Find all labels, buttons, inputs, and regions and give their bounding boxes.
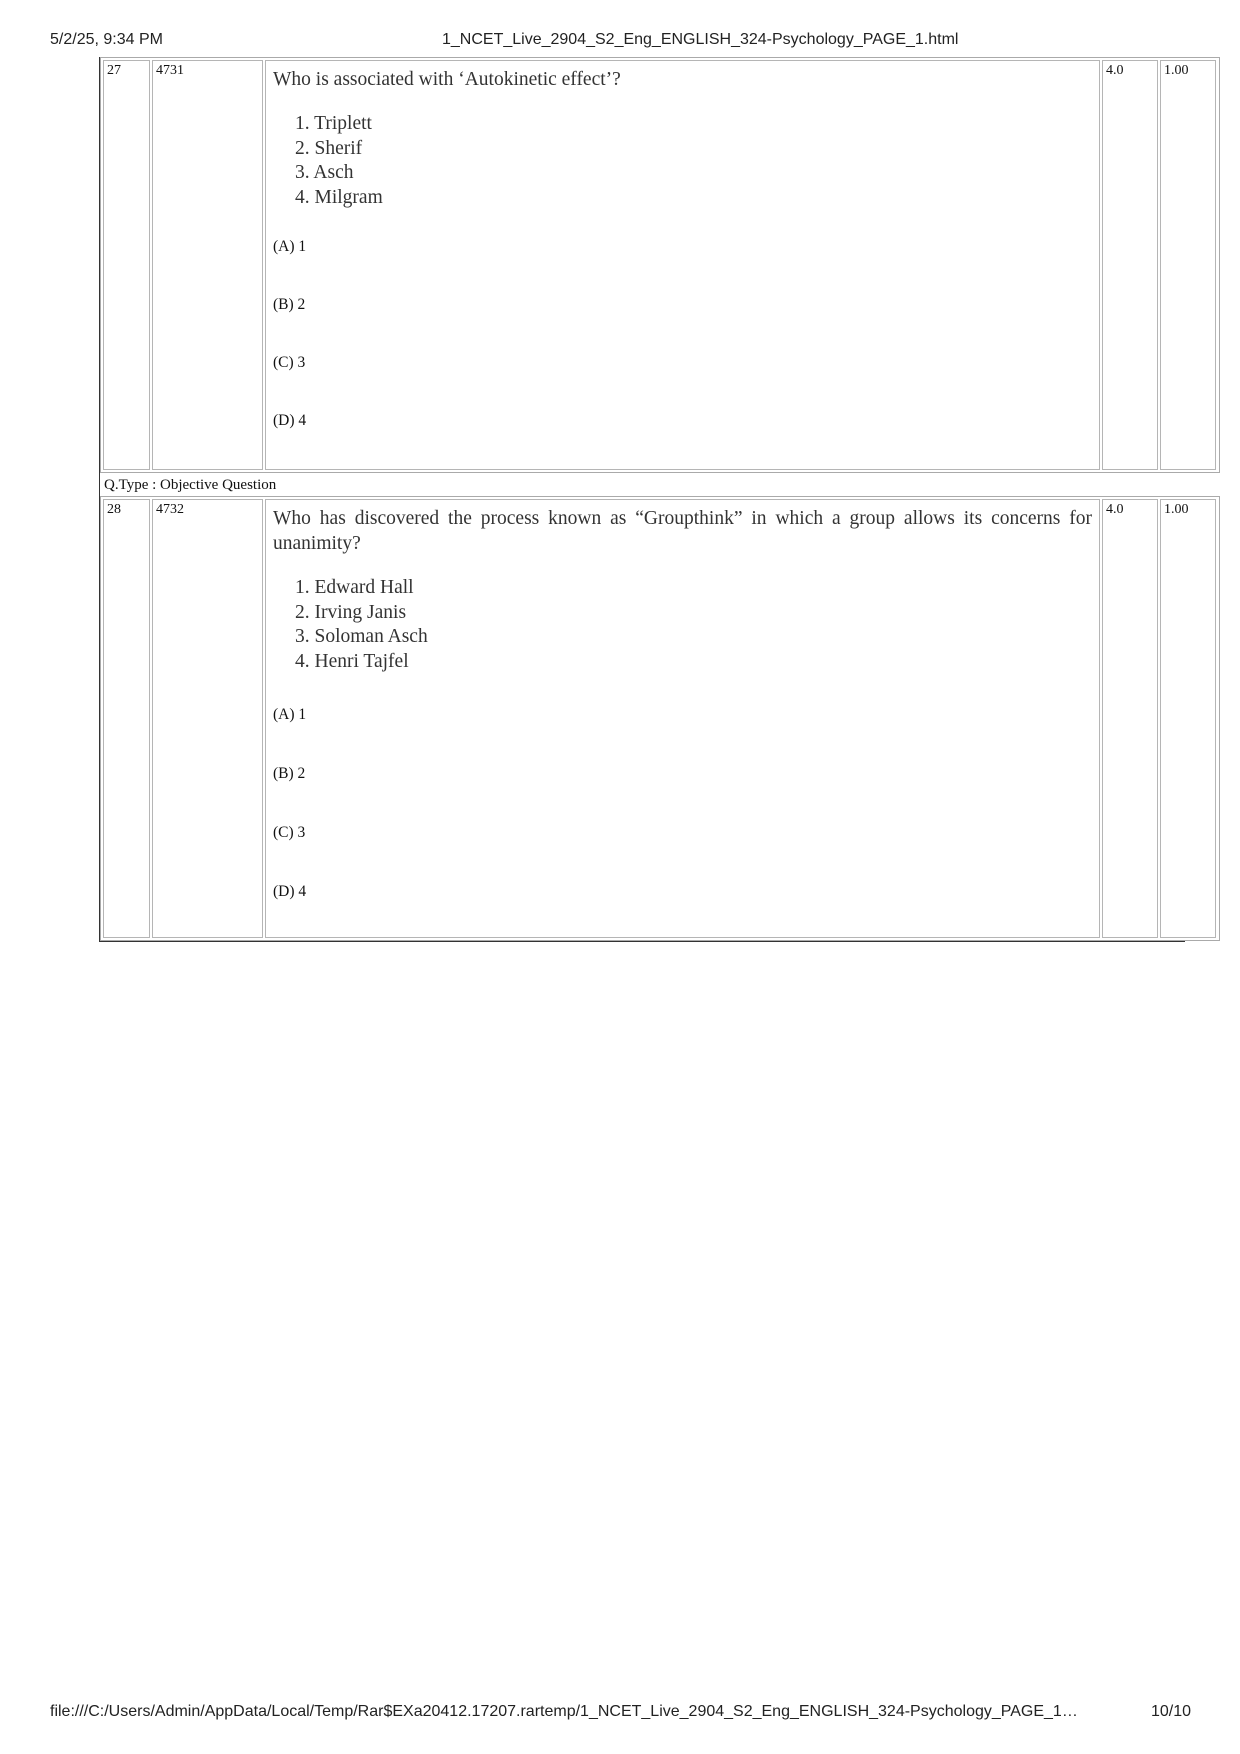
answer-option: (A) 1 bbox=[273, 706, 307, 723]
print-file-url: file:///C:/Users/Admin/AppData/Local/Temp/Rar$EXa20412.17207.rartemp/1_NCET_Live_2904_S2_Eng_ENGLISH_324-Psychology_PAGE_1… bbox=[50, 1703, 1078, 1720]
question-serial-number: 27 bbox=[103, 60, 150, 470]
choice-item: 3. Asch bbox=[295, 162, 354, 183]
print-page-number: 10/10 bbox=[1151, 1703, 1192, 1720]
question-id: 4731 bbox=[152, 60, 263, 470]
question-table bbox=[99, 57, 1189, 942]
answer-option: (B) 2 bbox=[273, 296, 306, 313]
question-content bbox=[265, 499, 1100, 938]
negative-marks-value: 1.00 bbox=[1160, 499, 1216, 938]
choice-item: 2. Sherif bbox=[295, 137, 363, 159]
choice-item: 1. Triplett bbox=[295, 113, 372, 134]
choice-item: 1. Edward Hall bbox=[295, 577, 414, 598]
marks-value: 4.0 bbox=[1102, 60, 1158, 470]
answer-option: (A) 1 bbox=[273, 238, 307, 255]
question-type-label: Q.Type : Objective Question bbox=[104, 477, 277, 493]
question-content bbox=[265, 60, 1100, 470]
question-stem: Who has discovered the process known as “Groupthink” in which a group allows its concerns for unanimity? bbox=[273, 508, 1092, 554]
question-stem: Who is associated with ‘Autokinetic effect’? bbox=[273, 69, 621, 90]
answer-option: (C) 3 bbox=[273, 824, 306, 841]
choice-item: 3. Soloman Asch bbox=[295, 626, 428, 647]
print-page-title: 1_NCET_Live_2904_S2_Eng_ENGLISH_324-Psychology_PAGE_1.html bbox=[442, 31, 959, 48]
question-row bbox=[100, 57, 1220, 473]
choice-list bbox=[273, 576, 1092, 674]
choice-item: 4. Milgram bbox=[295, 186, 383, 208]
answer-option: (D) 4 bbox=[273, 412, 307, 429]
choice-item: 4. Henri Tajfel bbox=[295, 650, 409, 672]
question-id: 4732 bbox=[152, 499, 263, 938]
choice-list bbox=[273, 112, 1092, 210]
answer-option: (B) 2 bbox=[273, 765, 306, 782]
question-serial-number: 28 bbox=[103, 499, 150, 938]
answer-option: (D) 4 bbox=[273, 883, 307, 900]
answer-option: (C) 3 bbox=[273, 354, 306, 371]
question-row bbox=[100, 496, 1220, 941]
negative-marks-value: 1.00 bbox=[1160, 60, 1216, 470]
choice-item: 2. Irving Janis bbox=[295, 601, 407, 623]
marks-value: 4.0 bbox=[1102, 499, 1158, 938]
print-datetime: 5/2/25, 9:34 PM bbox=[50, 31, 163, 48]
